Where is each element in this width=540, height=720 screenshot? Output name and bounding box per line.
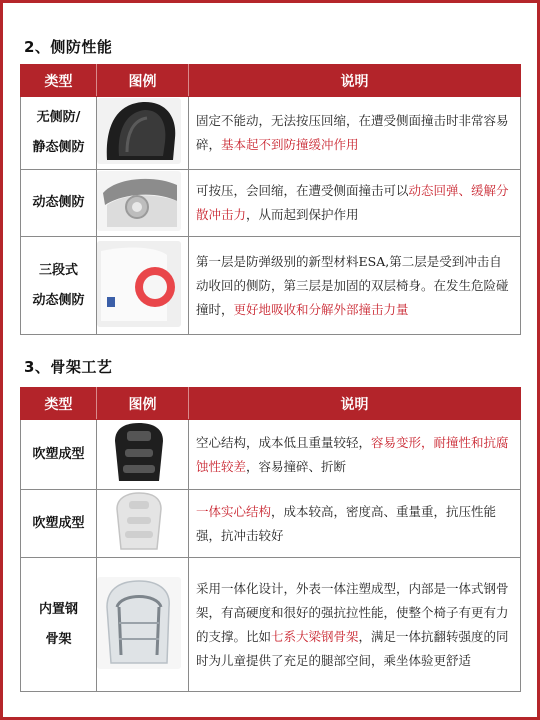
row-type (21, 490, 97, 558)
header-description: 说明 (189, 388, 521, 420)
table-row (21, 237, 521, 335)
desc-text: 第一层是防弹级别的新型材料ESA,第二层是受到冲击自动收回的侧防，第三层是加固的双层椅身。在发生危险碰撞时， (196, 253, 509, 317)
row-description (189, 237, 521, 335)
type-line: 吹塑成型 (32, 446, 85, 462)
table-row (21, 558, 521, 692)
row-type (21, 558, 97, 692)
type-line: 动态侧防 (32, 292, 85, 308)
row-image (97, 490, 189, 558)
row-description (189, 170, 521, 237)
row-type (21, 170, 97, 237)
row-type (21, 420, 97, 490)
row-image (97, 420, 189, 490)
header-type: 类型 (21, 388, 97, 420)
desc-text-tail: ，成本较高，密度高、重量重，抗压性能强，抗冲击较好 (196, 503, 497, 543)
header-description: 说明 (189, 65, 521, 97)
type-line: 动态侧防 (32, 195, 85, 210)
table-row (21, 170, 521, 237)
row-description (189, 490, 521, 558)
desc-highlight: 动态回弹、缓解分散冲击力 (196, 183, 509, 222)
desc-text-tail: ，从而起到保护作用 (246, 207, 359, 222)
type-line: 无侧防/ (36, 110, 81, 125)
desc-highlight: 更好地吸收和分解外部撞击力量 (233, 301, 409, 317)
black-frame-photo (97, 421, 181, 485)
desc-highlight: 一体实心结构 (196, 503, 272, 519)
table-row (21, 97, 521, 170)
row-image (97, 558, 189, 692)
row-type (21, 97, 97, 170)
grey-side-cushion-photo (97, 171, 181, 231)
side-protection-table (20, 64, 521, 335)
type-line: 静态侧防 (32, 140, 85, 155)
desc-text: 空心结构，成本低且重量较轻， (196, 434, 372, 450)
desc-text: 采用一体化设计，外表一体注塑成型，内部是一体式钢骨架，有高硬度和很好的强抗拉性能，使整个椅子有更有力的支撑。比如 (196, 580, 509, 644)
type-line: 吹塑成型 (32, 515, 85, 531)
type-line: 骨架 (45, 631, 72, 647)
white-seat-red-ring-photo (97, 241, 181, 327)
table-header (21, 65, 521, 97)
desc-highlight: 基本起不到防撞缓冲作用 (221, 137, 359, 152)
row-description (189, 97, 521, 170)
header-image: 图例 (97, 388, 189, 420)
section-title-side-protection: 2、侧防性能 (24, 38, 113, 56)
transparent-steel-frame-photo (97, 577, 181, 669)
row-image (97, 97, 189, 170)
header-type: 类型 (21, 65, 97, 97)
desc-text-tail: ，满足一体抗翻转强度的同时为儿童提供了充足的腿部空间，乘坐体验更舒适 (196, 628, 509, 668)
row-image (97, 237, 189, 335)
row-type (21, 237, 97, 335)
section-title-frame-craft: 3、骨架工艺 (24, 358, 113, 376)
row-description (189, 558, 521, 692)
desc-text-tail: ，容易撞碎、折断 (246, 458, 347, 474)
row-description (189, 420, 521, 490)
table-row (21, 420, 521, 490)
table-header (21, 388, 521, 420)
table-row (21, 490, 521, 558)
black-seat-side-photo (97, 98, 181, 164)
desc-text: 可按压，会回缩，在遭受侧面撞击可以 (196, 183, 409, 198)
header-image: 图例 (97, 65, 189, 97)
desc-highlight: 七系大梁钢骨架 (271, 628, 359, 644)
row-image (97, 170, 189, 237)
desc-text: 固定不能动，无法按压回缩，在遭受侧面撞击时非常容易碎， (196, 113, 509, 152)
desc-highlight: 容易变形，耐撞性和抗腐蚀性较差 (196, 434, 509, 474)
type-line: 三段式 (38, 262, 78, 278)
type-line: 内置钢 (38, 601, 78, 617)
white-frame-photo (97, 491, 181, 553)
frame-craft-table (20, 387, 521, 692)
